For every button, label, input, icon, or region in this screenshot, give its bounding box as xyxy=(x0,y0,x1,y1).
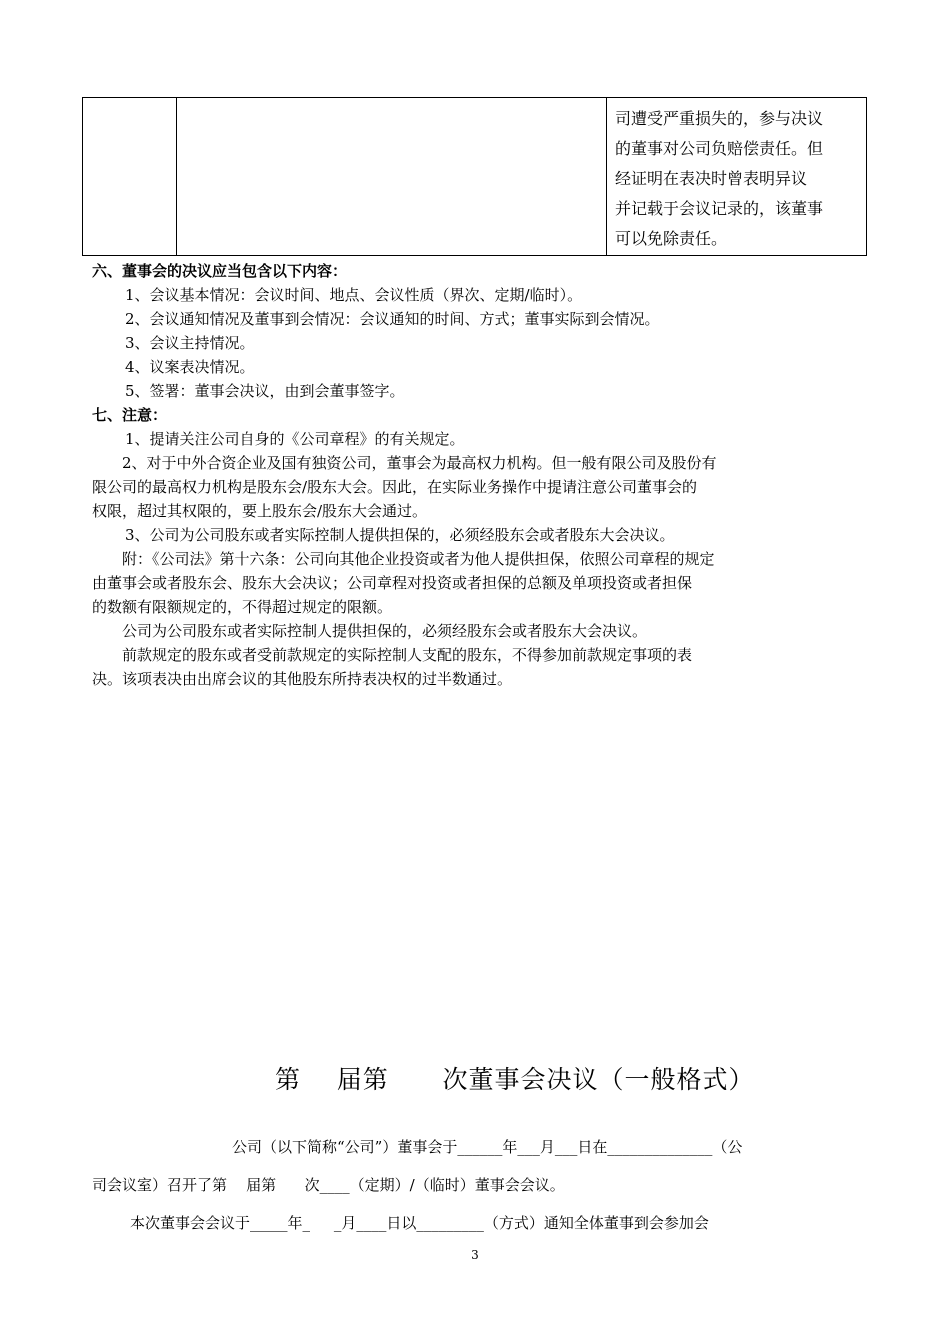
list-item: 3、会议主持情况。 xyxy=(125,334,255,352)
paragraph-line: 公司为公司股东或者实际控制人提供担保的，必须经股东会或者股东大会决议。 xyxy=(122,622,648,640)
paragraph-line: 前款规定的股东或者受前款规定的实际控制人支配的股东，不得参加前款规定事项的表 xyxy=(122,646,693,664)
resolution-form xyxy=(92,1128,862,1242)
list-item: 1、会议基本情况：会议时间、地点、会议性质（界次、定期/临时）。 xyxy=(125,286,583,304)
document-body xyxy=(92,259,862,691)
form-line-3: 本次董事会会议于_____年_ _月____日以_________（方式）通知全体董事到会参加会 xyxy=(130,1214,709,1232)
page-number: 3 xyxy=(471,1248,479,1262)
paragraph-line: 决。该项表决由出席会议的其他股东所持表决权的过半数通过。 xyxy=(92,670,513,688)
table-cell-line: 并记载于会议记录的，该董事 xyxy=(615,199,824,218)
table-cell-line: 经证明在表决时曾表明异议 xyxy=(615,169,808,188)
form-line-1: 公司（以下简称“公司”）董事会于______年___月___日在______________（公 xyxy=(232,1138,743,1156)
continuation-table xyxy=(82,97,867,256)
paragraph-line: 2、对于中外合资企业及国有独资公司，董事会为最高权力机构。但一般有限公司及股份有 xyxy=(122,454,717,472)
table-row xyxy=(83,98,867,256)
paragraph-line: 权限，超过其权限的，要上股东会/股东大会通过。 xyxy=(92,502,428,520)
resolution-title: 第 届第 次董事会决议（一般格式） xyxy=(275,1065,755,1094)
paragraph-line: 的数额有限额规定的，不得超过规定的限额。 xyxy=(92,598,393,616)
list-item: 5、签署：董事会决议，由到会董事签字。 xyxy=(125,382,405,400)
table-cell-empty-1 xyxy=(83,98,177,256)
paragraph-line: 附：《公司法》第十六条：公司向其他企业投资或者为他人提供担保，依照公司章程的规定 xyxy=(122,550,715,568)
list-item: 4、议案表决情况。 xyxy=(125,358,255,376)
section-7-heading: 七、注意： xyxy=(92,406,168,424)
table-cell-line: 的董事对公司负赔偿责任。但 xyxy=(615,139,824,158)
table-cell-line: 司遭受严重损失的，参与决议 xyxy=(615,109,824,128)
paragraph-line: 3、公司为公司股东或者实际控制人提供担保的，必须经股东会或者股东大会决议。 xyxy=(125,526,675,544)
list-item: 2、会议通知情况及董事到会情况：会议通知的时间、方式；董事实际到会情况。 xyxy=(125,310,660,328)
table-cell-line: 可以免除责任。 xyxy=(615,229,728,248)
table-cell-empty-2 xyxy=(177,98,607,256)
table-cell-liability xyxy=(607,98,867,256)
form-line-2: 司会议室）召开了第 届第 次____（定期）/（临时）董事会会议。 xyxy=(92,1176,565,1194)
paragraph-line: 限公司的最高权力机构是股东会/股东大会。因此，在实际业务操作中提请注意公司董事会的 xyxy=(92,478,698,496)
section-6-heading: 六、董事会的决议应当包含以下内容： xyxy=(92,262,348,280)
paragraph-line: 由董事会或者股东会、股东大会决议；公司章程对投资或者担保的总额及单项投资或者担保 xyxy=(92,574,693,592)
paragraph-line: 1、提请关注公司自身的《公司章程》的有关规定。 xyxy=(125,430,465,448)
